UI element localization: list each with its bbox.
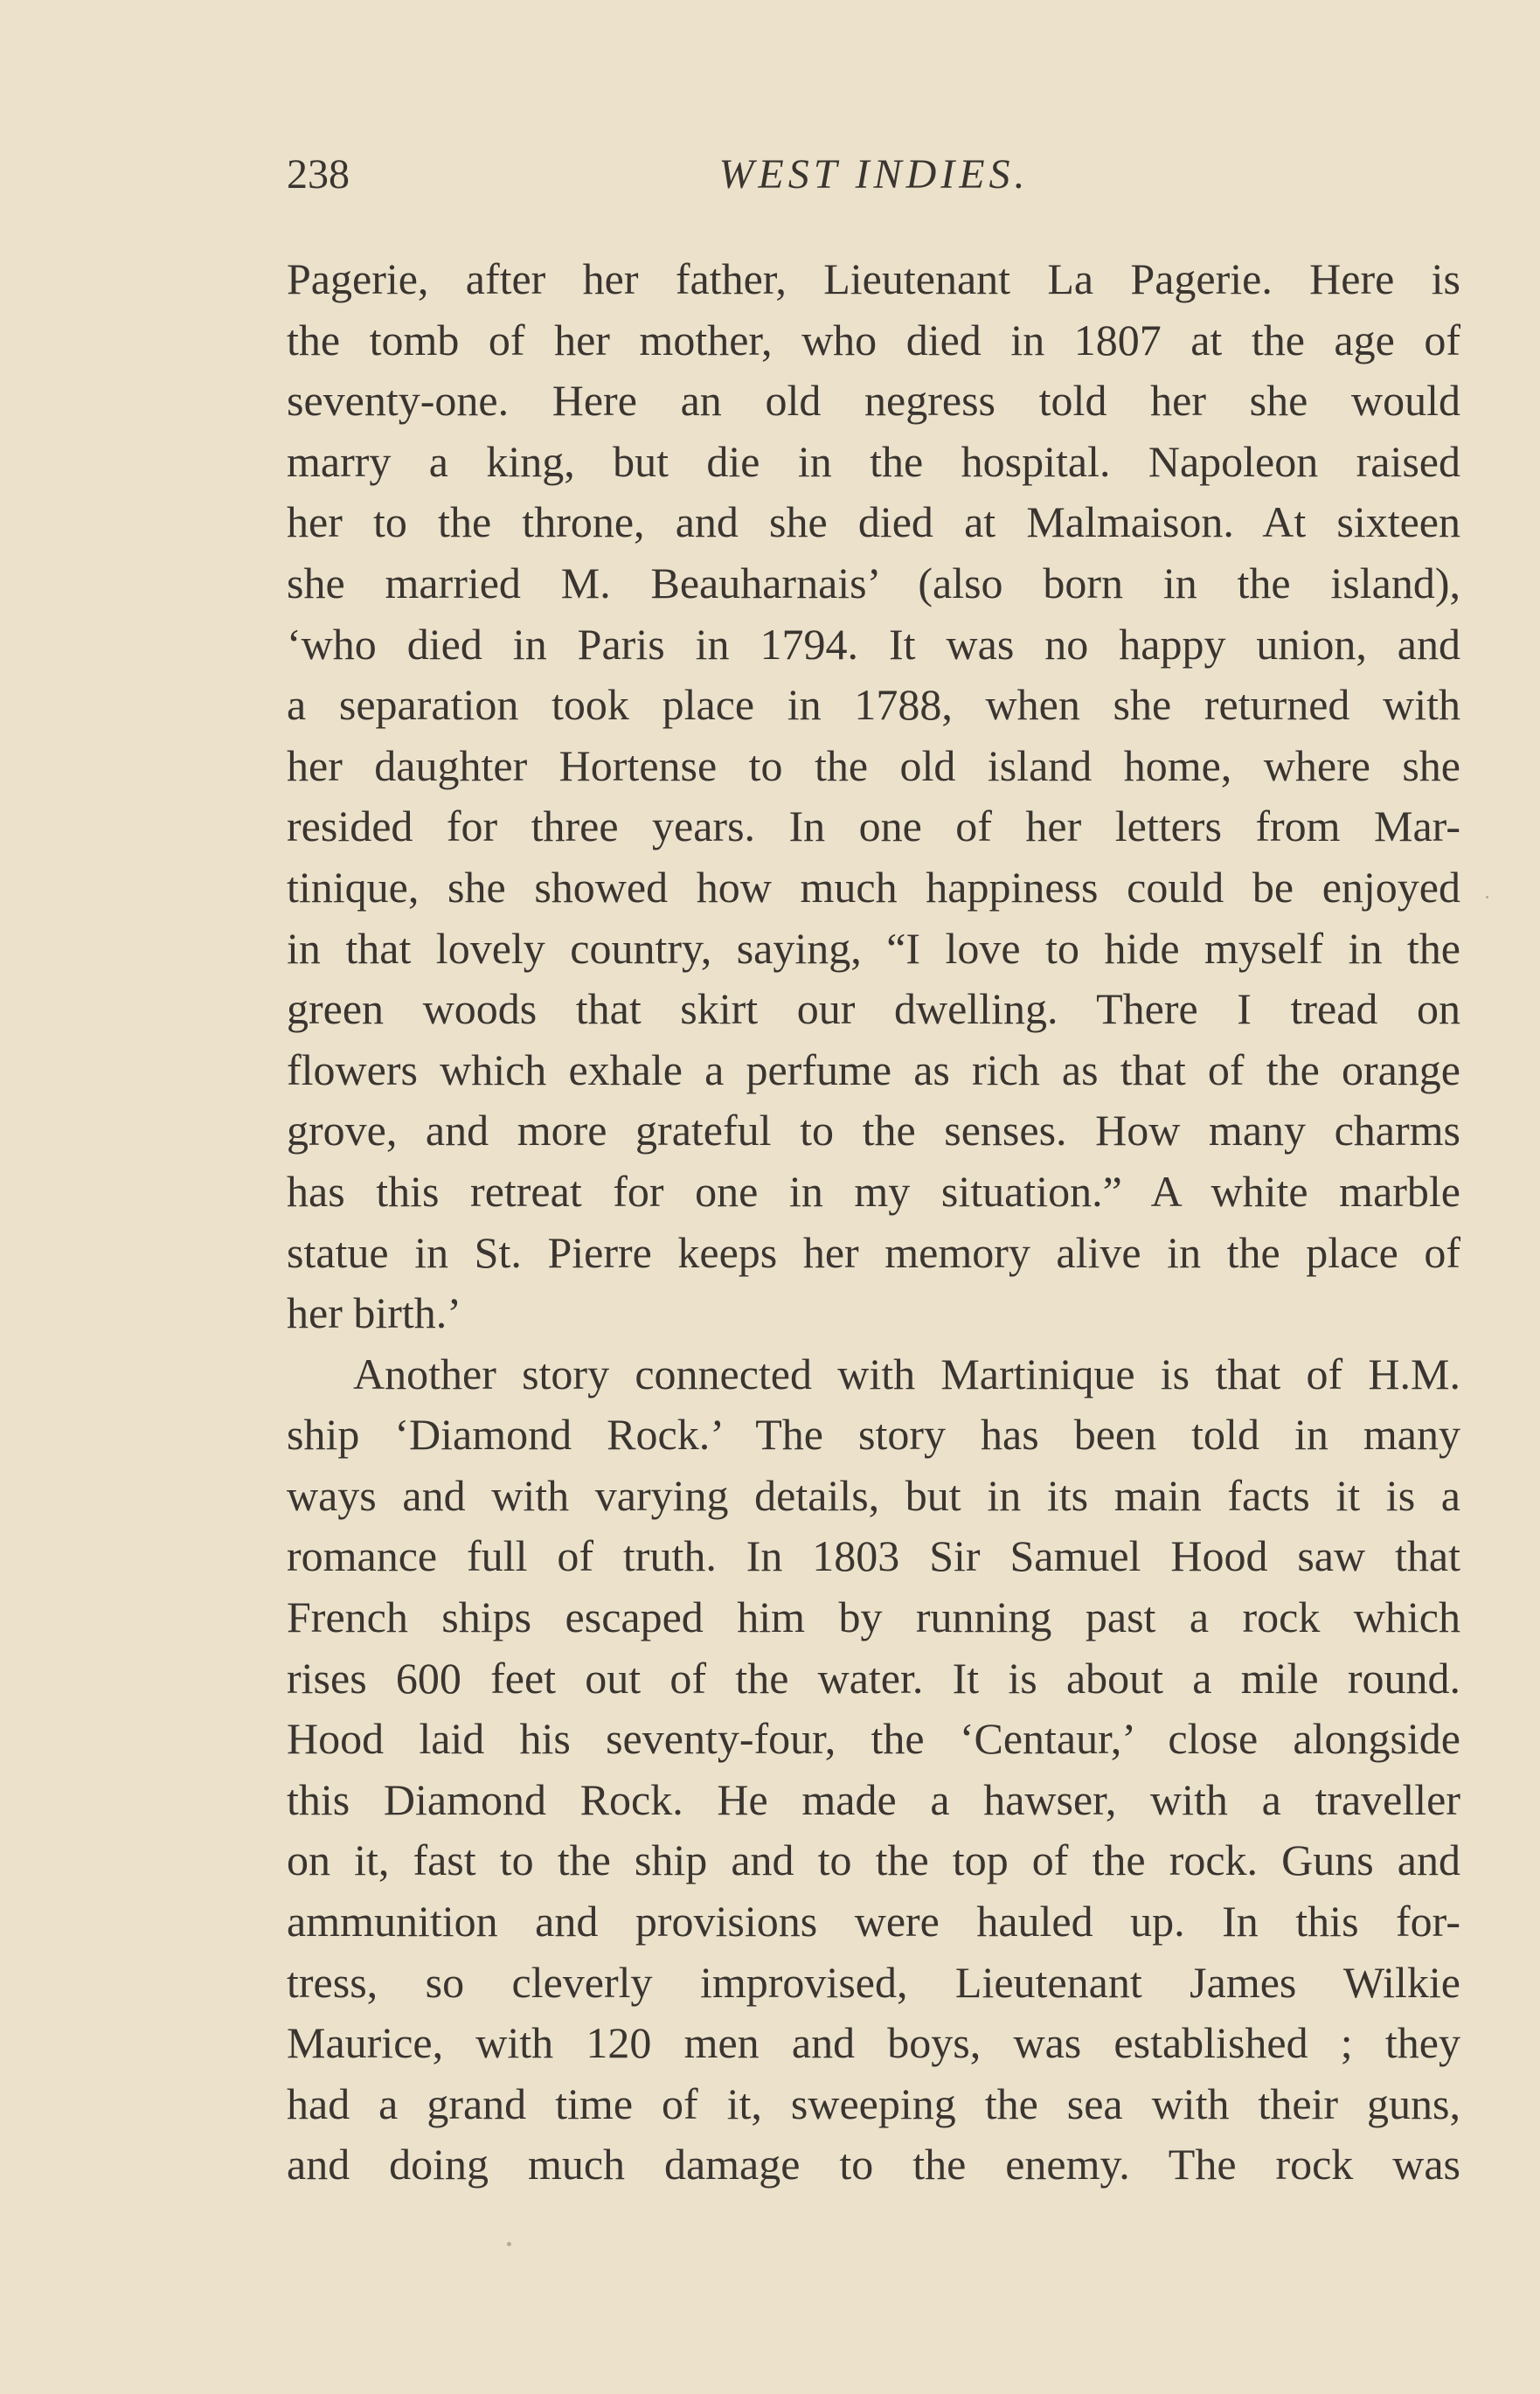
page-number: 238 bbox=[287, 151, 350, 198]
text-line: her birth.’ bbox=[287, 1288, 461, 1338]
running-title: WEST INDIES. bbox=[718, 151, 1030, 198]
text-line: ammunition and provisions were hauled up. In this for- bbox=[287, 1897, 1460, 1946]
text-line: her daughter Hortense to the old island home, where she bbox=[287, 740, 1460, 790]
page-body bbox=[287, 249, 1460, 2196]
text-line: statue in St. Pierre keeps her memory alive in the place of bbox=[287, 1227, 1460, 1277]
text-line: her to the throne, and she died at Malmaison. At sixteen bbox=[287, 497, 1460, 547]
text-line: flowers which exhale a perfume as rich as that of the orange bbox=[287, 1044, 1460, 1094]
text-line: Maurice, with 120 men and boys, was established ; they bbox=[287, 2018, 1460, 2068]
text-line: and doing much damage to the enemy. The rock was bbox=[287, 2140, 1460, 2189]
text-line: marry a king, but die in the hospital. Napoleon raised bbox=[287, 436, 1460, 486]
text-line: romance full of truth. In 1803 Sir Samuel Hood saw that bbox=[287, 1531, 1460, 1581]
text-line: ship ‘Diamond Rock.’ The story has been told in many bbox=[287, 1410, 1460, 1460]
text-line: had a grand time of it, sweeping the sea with their guns, bbox=[287, 2078, 1460, 2128]
text-line: green woods that skirt our dwelling. There I tread on bbox=[287, 984, 1460, 1034]
text-line: French ships escaped him by running past a rock which bbox=[287, 1593, 1460, 1642]
text-line: a separation took place in 1788, when she returned with bbox=[287, 680, 1460, 730]
text-line: Another story connected with Martinique is that of H.M. bbox=[353, 1349, 1460, 1398]
paper-speck bbox=[1486, 896, 1488, 899]
text-line: seventy-one. Here an old negress told her she would bbox=[287, 376, 1460, 426]
text-line: this Diamond Rock. He made a hawser, with a traveller bbox=[287, 1774, 1460, 1824]
text-line: has this retreat for one in my situation.” A white marble bbox=[287, 1166, 1460, 1216]
text-line: Pagerie, after her father, Lieutenant La Pagerie. Here is bbox=[287, 254, 1460, 303]
text-line: tinique, she showed how much happiness could be enjoyed bbox=[287, 862, 1460, 912]
text-line: the tomb of her mother, who died in 1807 at the age of bbox=[287, 315, 1460, 364]
text-line: Hood laid his seventy-four, the ‘Centaur,’ close alongside bbox=[287, 1714, 1460, 1764]
text-line: she married M. Beauharnais’ (also born in the island), bbox=[287, 558, 1460, 607]
text-line: rises 600 feet out of the water. It is about a mile round. bbox=[287, 1653, 1460, 1703]
text-line: in that lovely country, saying, “I love to hide myself in the bbox=[287, 923, 1460, 973]
text-line: resided for three years. In one of her letters from Mar- bbox=[287, 801, 1460, 851]
text-line: on it, fast to the ship and to the top of the rock. Guns and bbox=[287, 1835, 1460, 1885]
paper-speck bbox=[507, 2242, 511, 2246]
text-line: grove, and more grateful to the senses. How many charms bbox=[287, 1106, 1460, 1155]
text-line: ways and with varying details, but in its main facts it is a bbox=[287, 1470, 1460, 1520]
text-line: ‘who died in Paris in 1794. It was no happy union, and bbox=[287, 619, 1460, 669]
text-line: tress, so cleverly improvised, Lieutenant James Wilkie bbox=[287, 1957, 1460, 2007]
